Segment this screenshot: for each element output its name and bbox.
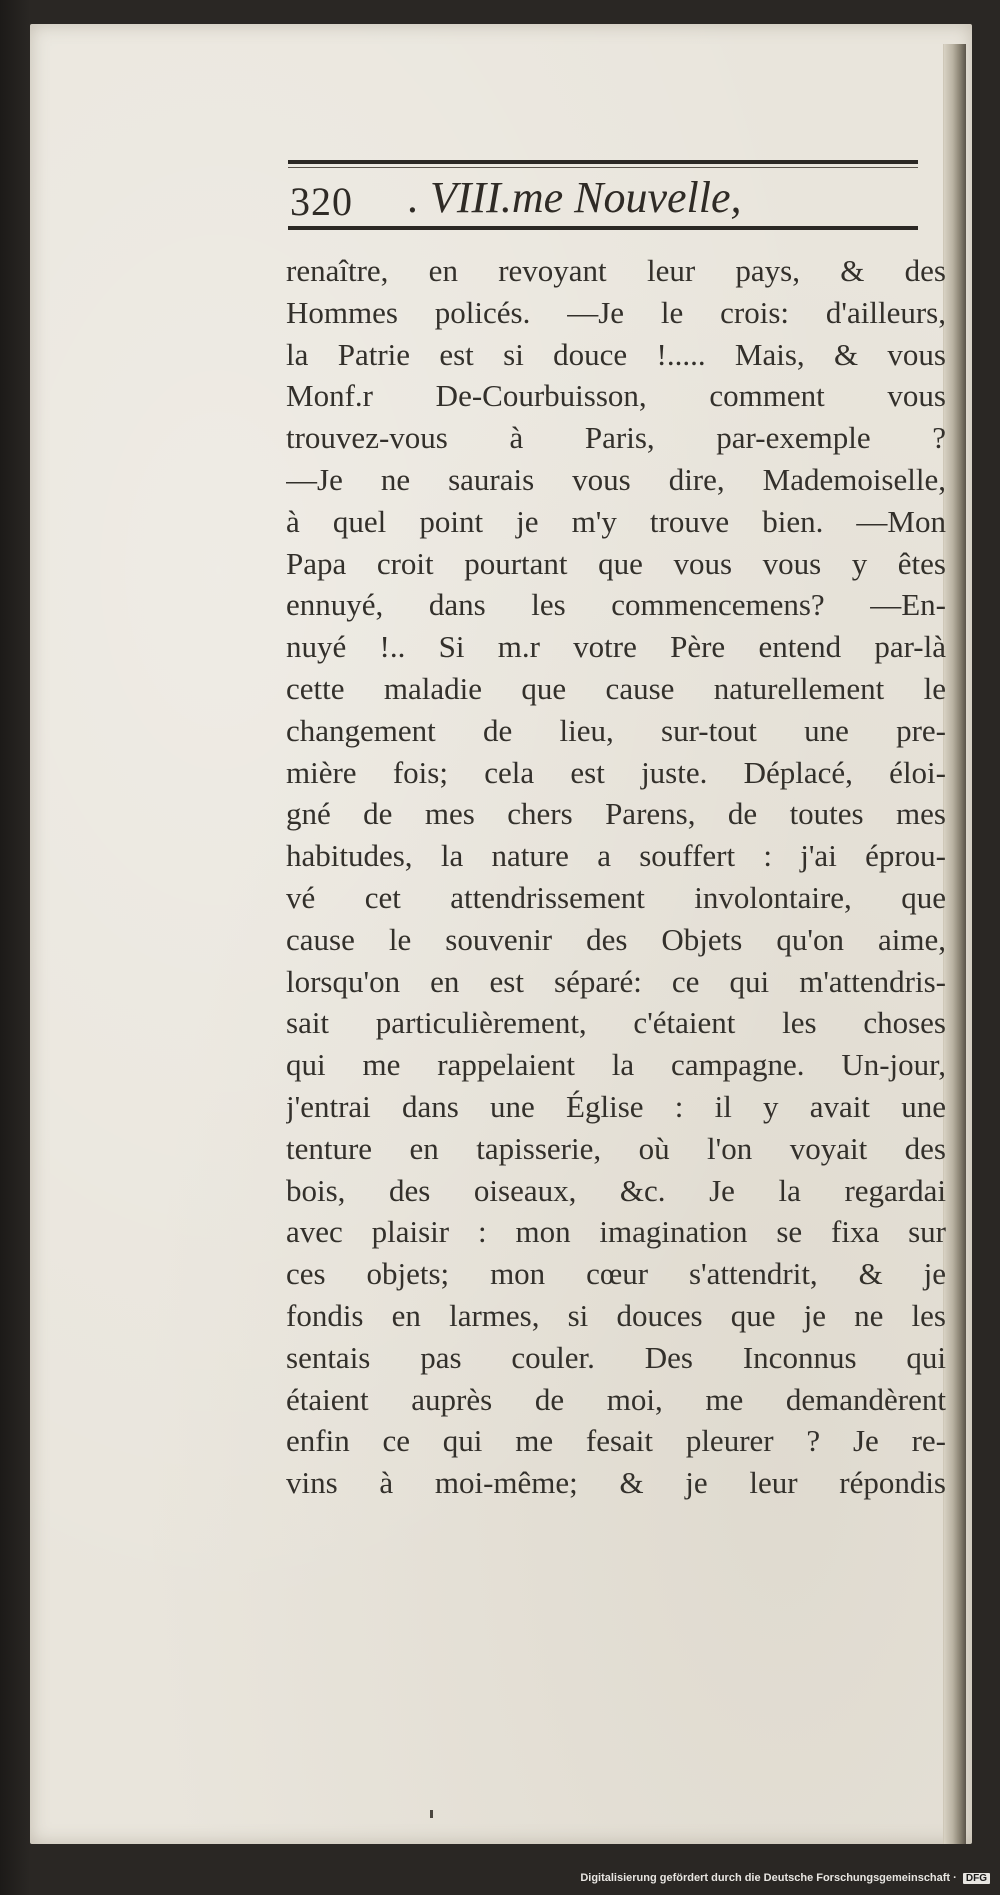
text-line: tenture en tapisserie, où l'on voyait des [286,1130,946,1166]
text-line: cette maladie que cause naturellement le [286,670,946,706]
text-line: sait particulièrement, c'étaient les choses [286,1005,946,1041]
text-line: gné de mes chers Parens, de toutes mes [286,796,946,832]
text-line: Monf.r De-Courbuisson, comment vous [286,378,946,414]
page-number: 320 [290,179,353,224]
text-line: cause le souvenir des Objets qu'on aime, [286,921,946,957]
text-line: sentais pas couler. Des Inconnus qui [286,1339,946,1375]
ink-mark [430,1810,433,1818]
digitization-credit [560,1872,990,1884]
text-line: qui me rappelaient la campagne. Un-jour, [286,1047,946,1083]
text-line: ces objets; mon cœur s'attendrit, & je [286,1256,946,1292]
text-line: étaient auprès de moi, me demandèrent [286,1381,946,1417]
text-line: Papa croit pourtant que vous vous y êtes [286,545,946,581]
text-line: fondis en larmes, si douces que je ne les [286,1297,946,1333]
text-line: j'entrai dans une Église : il y avait une [286,1088,946,1124]
text-line: trouvez-vous à Paris, par-exemple ? [286,420,946,456]
text-line: —Je ne saurais vous dire, Mademoiselle, [286,461,946,497]
text-line: vé cet attendrissement involontaire, que [286,879,946,915]
header-rule-top-thin [288,167,918,168]
dfg-logo: DFG [963,1873,990,1884]
running-head: . VIII.me Nouvelle, [408,173,742,222]
text-line: habitudes, la nature a souffert : j'ai éprou- [286,838,946,874]
text-line: nuyé !.. Si m.r votre Père entend par-là [286,629,946,665]
text-line: renaître, en revoyant leur pays, & des [286,253,946,288]
text-line: Hommes policés. —Je le crois: d'ailleurs, [286,294,946,330]
text-line: ennuyé, dans les commencemens? —En- [286,587,946,623]
text-line: vins à moi-même; & je leur répondis [286,1465,946,1501]
header-rule-bottom [288,226,918,230]
text-line: mière fois; cela est juste. Déplacé, éloi- [286,754,946,790]
header-rule-top [288,160,918,164]
text-line: la Patrie est si douce !..... Mais, & vous [286,336,946,372]
text-line: enfin ce qui me fesait pleurer ? Je re- [286,1423,946,1459]
text-line: bois, des oiseaux, &c. Je la regardai [286,1172,946,1208]
text-line: avec plaisir : mon imagination se fixa sur [286,1214,946,1250]
page-header [290,172,930,226]
text-line: lorsqu'on en est séparé: ce qui m'attendris- [286,963,946,999]
page-edge [943,44,966,1844]
credit-text: Digitalisierung gefördert durch die Deutsche Forschungsgemeinschaft · [580,1872,957,1884]
text-line: à quel point je m'y trouve bien. —Mon [286,503,946,539]
body-text [286,250,946,1504]
text-line: changement de lieu, sur-tout une pre- [286,712,946,748]
